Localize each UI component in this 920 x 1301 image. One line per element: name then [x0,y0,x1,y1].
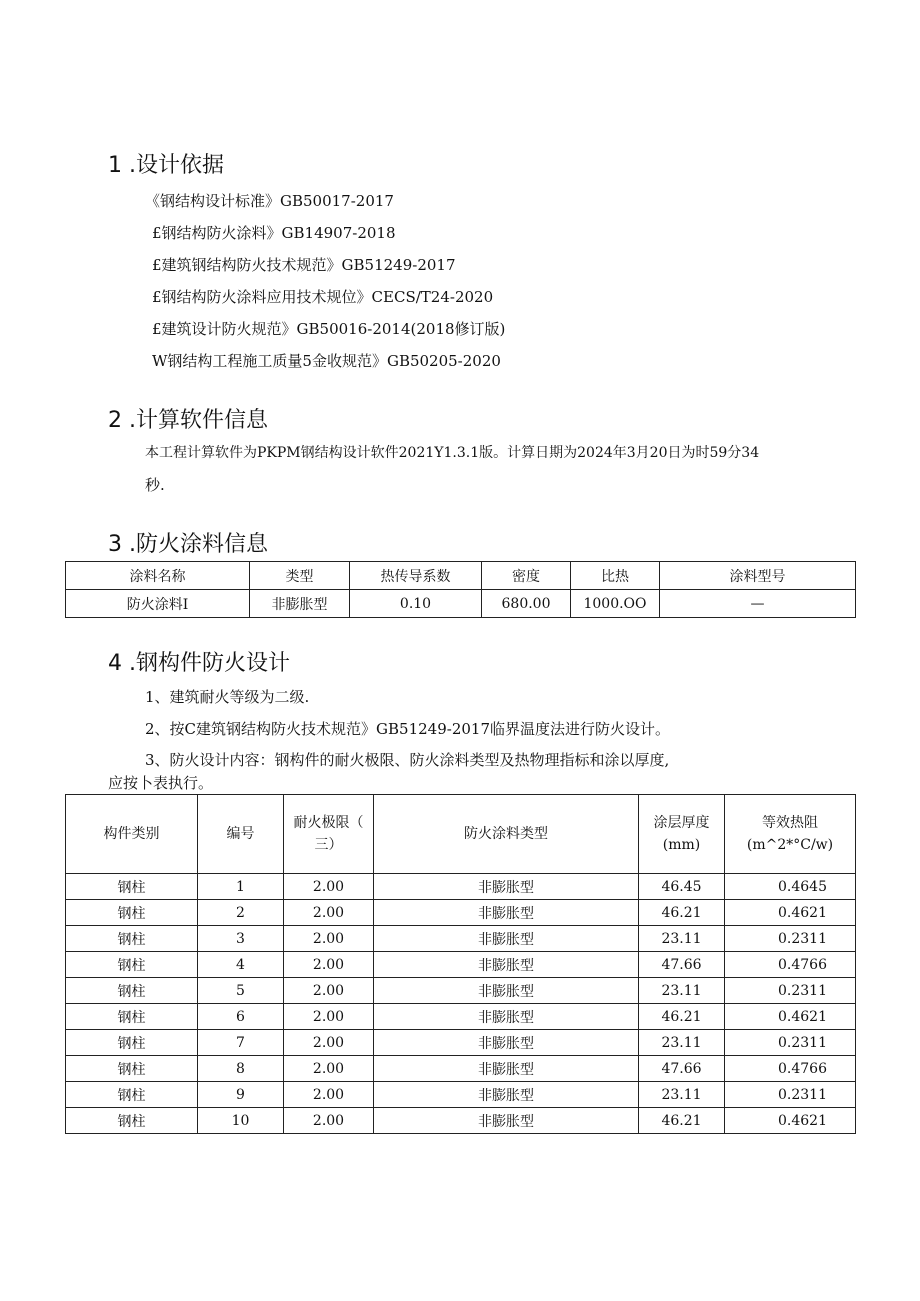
cell: 680.00 [482,590,571,618]
cell-thickness: 47.66 [639,1056,725,1082]
table-row [66,900,856,926]
cell-resistance: 0.4645 [725,874,856,900]
software-line-1: 本工程计算软件为PKPM钢结构设计软件2021Y1.3.1版。计算日期为2024年3月20日为时59分34 [145,445,760,461]
cell-resistance: 0.4621 [725,1004,856,1030]
cell-resistance: 0.4766 [725,952,856,978]
basis-item: £建筑钢结构防火技术规范》GB51249-2017 [152,256,456,274]
cell: 1000.OO [571,590,660,618]
coating-table-row [66,590,856,618]
design-item-1: 1、建筑耐火等级为二级. [145,688,310,706]
cell-limit: 2.00 [284,874,374,900]
table-row [66,1056,856,1082]
cell-category: 钢柱 [66,874,198,900]
basis-item: 《钢结构设计标准》GB50017-2017 [145,192,394,210]
cell-type: 非膨胀型 [374,978,639,1004]
cell-id: 10 [198,1108,284,1134]
table-row [66,1108,856,1134]
design-item-3: 3、防火设计内容：钢构件的耐火极限、防火涂料类型及热物理指标和涂以厚度, [145,751,670,769]
cell-limit: 2.00 [284,926,374,952]
cell-thickness: 23.11 [639,926,725,952]
cell-limit: 2.00 [284,1030,374,1056]
header-cell: 涂料名称 [66,562,250,590]
section-3-heading: 3 .防火涂料信息 [108,532,268,557]
cell-id: 9 [198,1082,284,1108]
table-row [66,1082,856,1108]
member-table [65,794,856,1134]
cell-id: 3 [198,926,284,952]
header-cell: 涂料型号 [660,562,856,590]
section-2-heading: 2 .计算软件信息 [108,408,268,433]
cell-category: 钢柱 [66,1004,198,1030]
table-row [66,978,856,1004]
cell-thickness: 23.11 [639,1082,725,1108]
table-row [66,1030,856,1056]
cell-type: 非膨胀型 [374,926,639,952]
cell-category: 钢柱 [66,926,198,952]
cell-category: 钢柱 [66,952,198,978]
table-row [66,874,856,900]
cell-resistance: 0.4621 [725,900,856,926]
header-cell: 密度 [482,562,571,590]
cell-limit: 2.00 [284,1082,374,1108]
section-4-heading: 4 .钢构件防火设计 [108,651,290,676]
basis-item: £建筑设计防火规范》GB50016-2014(2018修订版) [152,320,506,338]
cell-category: 钢柱 [66,1030,198,1056]
cell-type: 非膨胀型 [374,1082,639,1108]
cell-resistance: 0.2311 [725,926,856,952]
cell-type: 非膨胀型 [374,1108,639,1134]
cell-limit: 2.00 [284,1108,374,1134]
cell-limit: 2.00 [284,1056,374,1082]
cell: 防火涂料I [66,590,250,618]
cell-thickness: 46.21 [639,1004,725,1030]
design-item-3-cont: 应按卜表执行。 [108,774,214,792]
cell-id: 1 [198,874,284,900]
cell-category: 钢柱 [66,1108,198,1134]
basis-item: £钢结构防火涂料应用技术规位》CECS/T24-2020 [152,288,494,306]
cell-id: 4 [198,952,284,978]
cell-thickness: 46.45 [639,874,725,900]
basis-item: W钢结构工程施工质量5金收规范》GB50205-2020 [152,352,501,370]
cell-id: 7 [198,1030,284,1056]
cell: 非膨胀型 [250,590,350,618]
cell-id: 8 [198,1056,284,1082]
cell-limit: 2.00 [284,1004,374,1030]
cell-type: 非膨胀型 [374,952,639,978]
table-row [66,1004,856,1030]
header-cell: 比热 [571,562,660,590]
header-category: 构件类别 [66,795,198,874]
cell-type: 非膨胀型 [374,1030,639,1056]
coating-table-header [66,562,856,590]
cell-thickness: 46.21 [639,1108,725,1134]
header-id: 编号 [198,795,284,874]
header-fire-limit-line2: 三） [314,837,343,853]
header-resistance [725,795,856,874]
member-table-header [66,795,856,874]
header-thickness [639,795,725,874]
cell-limit: 2.00 [284,952,374,978]
cell-resistance: 0.4766 [725,1056,856,1082]
cell-resistance: 0.2311 [725,978,856,1004]
header-thickness-line1: 涂层厚度 [653,815,710,831]
cell-type: 非膨胀型 [374,1004,639,1030]
section-1-heading: 1 .设计依据 [108,153,224,178]
cell-type: 非膨胀型 [374,874,639,900]
header-cell: 类型 [250,562,350,590]
cell-category: 钢柱 [66,1056,198,1082]
cell-thickness: 46.21 [639,900,725,926]
cell: 0.10 [350,590,482,618]
header-cell: 热传导系数 [350,562,482,590]
cell-type: 非膨胀型 [374,1056,639,1082]
cell-resistance: 0.4621 [725,1108,856,1134]
header-fire-limit [284,795,374,874]
cell-category: 钢柱 [66,900,198,926]
cell-limit: 2.00 [284,900,374,926]
header-fire-limit-line1: 耐火极限（ [293,815,364,831]
cell-id: 6 [198,1004,284,1030]
cell-thickness: 23.11 [639,1030,725,1056]
cell-resistance: 0.2311 [725,1082,856,1108]
cell-id: 5 [198,978,284,1004]
basis-item: £钢结构防火涂料》GB14907-2018 [152,224,396,242]
cell: — [660,590,856,618]
header-coating-type: 防火涂料类型 [374,795,639,874]
cell-resistance: 0.2311 [725,1030,856,1056]
header-resistance-line1: 等效热阻 [762,815,818,831]
design-item-2: 2、按C建筑钢结构防火技术规范》GB51249-2017临界温度法进行防火设计。 [145,720,670,738]
header-thickness-line2: (mm) [662,837,701,853]
cell-type: 非膨胀型 [374,900,639,926]
cell-thickness: 47.66 [639,952,725,978]
cell-category: 钢柱 [66,978,198,1004]
cell-limit: 2.00 [284,978,374,1004]
table-row [66,952,856,978]
cell-category: 钢柱 [66,1082,198,1108]
header-resistance-line2: (m^2*°C/w) [746,837,834,853]
software-line-2: 秒. [145,476,165,494]
table-row [66,926,856,952]
coating-table [65,561,856,618]
cell-id: 2 [198,900,284,926]
cell-thickness: 23.11 [639,978,725,1004]
